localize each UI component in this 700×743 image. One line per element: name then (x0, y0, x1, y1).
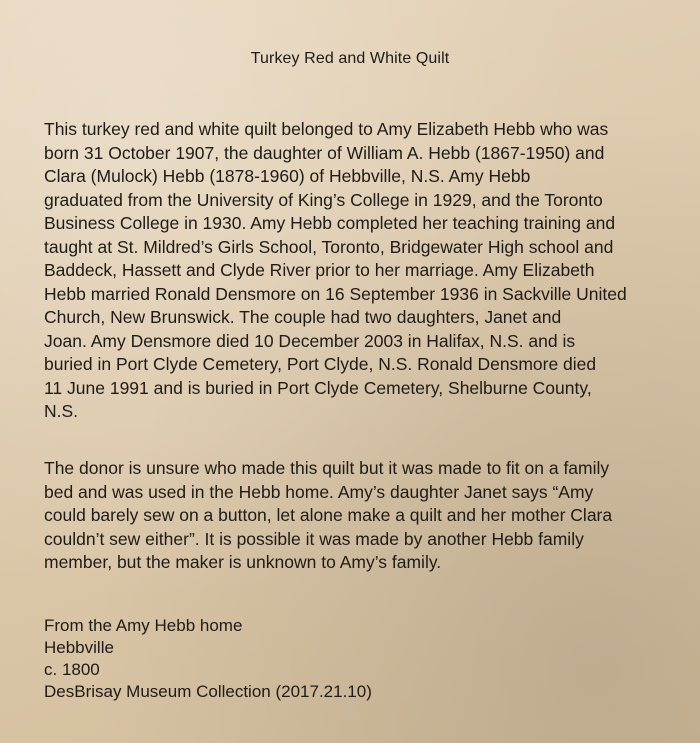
text-line: buried in Port Clyde Cemetery, Port Clyde, N.S. Ronald Densmore died (44, 354, 597, 374)
text-line: 11 June 1991 and is buried in Port Clyde Cemetery, Shelburne County, (44, 377, 592, 398)
text-line: born 31 October 1907, the daughter of William A. Hebb (1867-1950) and (44, 142, 605, 163)
text-line: could barely sew on a button, let alone make a quilt and her mother Clara (44, 505, 613, 525)
date-line: c. 1800 (44, 660, 100, 679)
text-line: This turkey red and white quilt belonged to Amy Elizabeth Hebb who was (44, 119, 609, 139)
place-line: Hebbville (44, 638, 114, 657)
text-line: couldn’t sew either”. It is possible it was made by another Hebb family (44, 528, 584, 549)
origin-line: From the Amy Hebb home (44, 616, 243, 635)
text-line: Baddeck, Hassett and Clyde River prior to her marriage. Amy Elizabeth (44, 260, 595, 280)
text-line: Church, New Brunswick. The couple had two daughters, Janet and (44, 307, 562, 327)
text-line: Joan. Amy Densmore died 10 December 2003 in Halifax, N.S. and is (44, 330, 576, 351)
collection-info (44, 615, 684, 703)
text-line: Clara (Mulock) Hebb (1878-1960) of Hebbville, N.S. Amy Hebb (44, 166, 531, 186)
text-line: Hebb married Ronald Densmore on 16 September 1936 in Sackville United (44, 283, 627, 304)
collection-line: DesBrisay Museum Collection (2017.21.10) (44, 682, 372, 701)
text-line: member, but the maker is unknown to Amy’s family. (44, 552, 442, 572)
text-line: bed and was used in the Hebb home. Amy’s daughter Janet says “Amy (44, 481, 594, 502)
label-title: Turkey Red and White Quilt (250, 50, 450, 67)
provenance-paragraph (44, 457, 684, 575)
text-line: taught at St. Mildred’s Girls School, Toronto, Bridgewater High school and (44, 236, 614, 257)
text-line: The donor is unsure who made this quilt but it was made to fit on a family (44, 458, 610, 478)
text-line: N.S. (44, 401, 79, 421)
biography-paragraph (44, 118, 684, 424)
text-line: Business College in 1930. Amy Hebb completed her teaching training and (44, 213, 616, 233)
text-line: graduated from the University of King’s College in 1929, and the Toronto (44, 189, 603, 210)
